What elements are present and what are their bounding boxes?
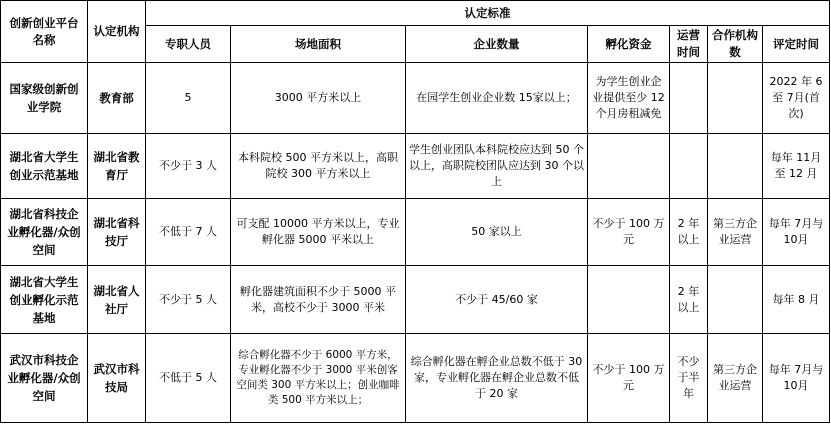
cell-funds: 不少于 100 万元 xyxy=(588,334,670,423)
cell-area: 综合孵化器不少于 6000 平方米，专业孵化器不少于 3000 平米创客空间类 300 平方米以上；创业咖啡类 500 平方米以上； xyxy=(231,334,406,423)
cell-time: 每年 7月与 10月 xyxy=(763,199,830,266)
cell-platform: 武汉市科技企业孵化器/众创空间 xyxy=(1,334,88,423)
header-staff: 专职人员 xyxy=(146,26,231,63)
header-criteria: 认定标准 xyxy=(146,1,830,26)
header-partner: 合作机构数 xyxy=(708,26,763,63)
cell-funds xyxy=(588,134,670,199)
cell-staff: 不少于 3 人 xyxy=(146,134,231,199)
cell-companies: 不少于 45/60 家 xyxy=(406,266,588,334)
cell-funds: 为学生创业企业提供至少 12 个月房租减免 xyxy=(588,63,670,134)
header-platform: 创新创业平台名称 xyxy=(1,1,88,63)
header-area: 场地面积 xyxy=(231,26,406,63)
cell-time: 每年 8 月 xyxy=(763,266,830,334)
cell-time: 2022 年 6 至 7月(首次) xyxy=(763,63,830,134)
table-row xyxy=(1,199,830,266)
cell-partner: 第三方企业运营 xyxy=(708,334,763,423)
cell-time: 每年 7月与 10月 xyxy=(763,334,830,423)
header-org: 认定机构 xyxy=(88,1,146,63)
cell-companies: 学生创业团队本科院校应达到 50 个以上，高职院校团队应达到 30 个以上 xyxy=(406,134,588,199)
cell-org: 武汉市科技局 xyxy=(88,334,146,423)
cell-operating: 2 年以上 xyxy=(670,199,708,266)
cell-platform: 湖北省大学生创业示范基地 xyxy=(1,134,88,199)
cell-partner: 第三方企业运营 xyxy=(708,199,763,266)
cell-staff: 不少于 5 人 xyxy=(146,266,231,334)
cell-org: 湖北省人社厅 xyxy=(88,266,146,334)
cell-area: 可支配 10000 平方米以上，专业孵化器 5000 平米以上 xyxy=(231,199,406,266)
cell-staff: 不低于 7 人 xyxy=(146,199,231,266)
cell-operating xyxy=(670,134,708,199)
cell-org: 湖北省科技厅 xyxy=(88,199,146,266)
table-row xyxy=(1,134,830,199)
cell-companies: 50 家以上 xyxy=(406,199,588,266)
header-funds: 孵化资金 xyxy=(588,26,670,63)
cell-partner xyxy=(708,134,763,199)
cell-staff: 不低于 5 人 xyxy=(146,334,231,423)
cell-partner xyxy=(708,266,763,334)
cell-org: 教育部 xyxy=(88,63,146,134)
cell-area: 3000 平方米以上 xyxy=(231,63,406,134)
cell-area: 孵化器建筑面积不少于 5000 平米，高校不少于 3000 平米 xyxy=(231,266,406,334)
cell-partner xyxy=(708,63,763,134)
table-row xyxy=(1,63,830,134)
table-row xyxy=(1,334,830,423)
cell-companies: 综合孵化器在孵企业总数不低于 30家，专业孵化器在孵企业总数不低于 20 家 xyxy=(406,334,588,423)
cell-operating: 2 年以上 xyxy=(670,266,708,334)
cell-org: 湖北省教育厅 xyxy=(88,134,146,199)
cell-area: 本科院校 500 平方米以上，高职院校 300 平方米以上 xyxy=(231,134,406,199)
cell-time: 每年 11月至 12 月 xyxy=(763,134,830,199)
cell-funds xyxy=(588,266,670,334)
cell-platform: 湖北省大学生创业孵化示范基地 xyxy=(1,266,88,334)
cell-staff: 5 xyxy=(146,63,231,134)
header-time: 评定时间 xyxy=(763,26,830,63)
cell-companies: 在园学生创业企业数 15家以上； xyxy=(406,63,588,134)
table-row xyxy=(1,266,830,334)
header-operating: 运营时间 xyxy=(670,26,708,63)
header-companies: 企业数量 xyxy=(406,26,588,63)
cell-platform: 湖北省科技企业孵化器/众创空间 xyxy=(1,199,88,266)
cell-platform: 国家级创新创业学院 xyxy=(1,63,88,134)
cell-funds: 不少于 100 万元 xyxy=(588,199,670,266)
cell-operating xyxy=(670,63,708,134)
cell-operating: 不少于半年 xyxy=(670,334,708,423)
